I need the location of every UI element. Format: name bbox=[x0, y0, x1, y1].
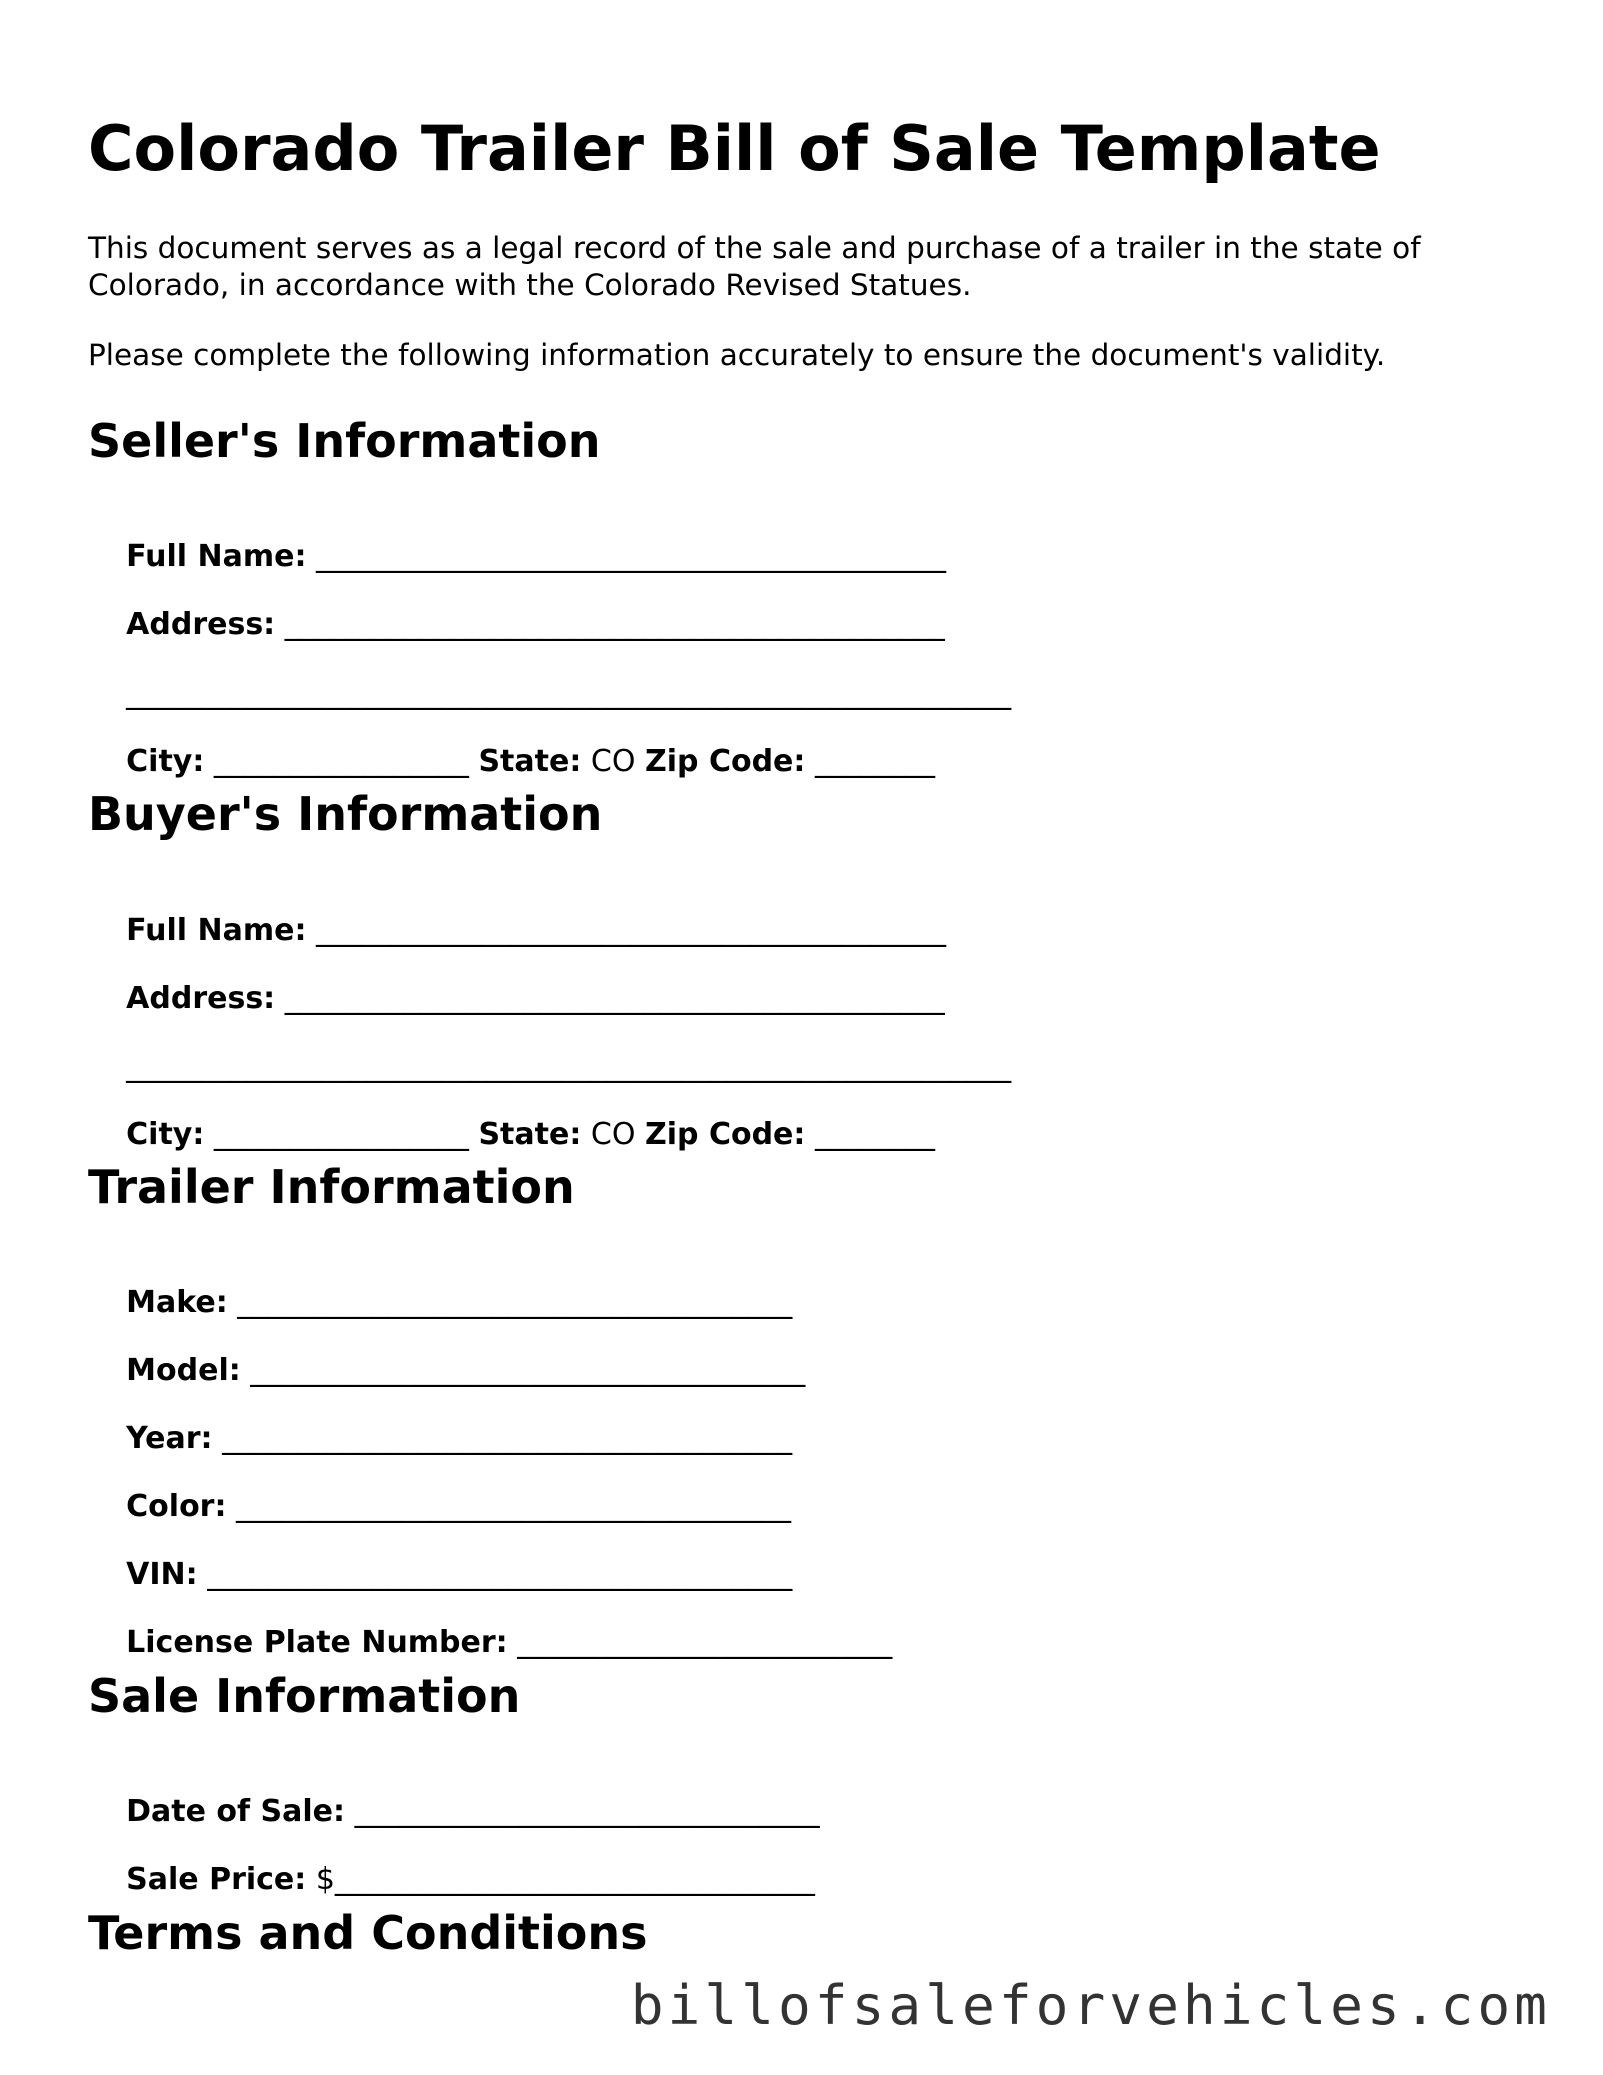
seller-city-blank[interactable]: _________________ bbox=[213, 744, 469, 779]
sale-heading: Sale Information bbox=[88, 1669, 521, 1723]
trailer-year-blank[interactable]: ______________________________________ bbox=[222, 1421, 793, 1456]
watermark-text: billofsaleforvehicles.com bbox=[630, 1973, 1551, 2037]
buyer-city-label: City: bbox=[126, 1117, 205, 1152]
sale-date-label: Date of Sale: bbox=[126, 1794, 346, 1829]
buyer-heading: Buyer's Information bbox=[88, 787, 603, 841]
sale-date-blank[interactable]: _______________________________ bbox=[354, 1794, 820, 1829]
trailer-model-label: Model: bbox=[126, 1353, 241, 1388]
intro-line-2: Colorado, in accordance with the Colorado Revised Statues. bbox=[88, 268, 972, 302]
buyer-state-value: CO bbox=[590, 1117, 636, 1152]
seller-heading: Seller's Information bbox=[88, 414, 601, 468]
seller-state-value: CO bbox=[590, 744, 636, 779]
buyer-address-line-2-blank[interactable]: ___________________________________________________________ bbox=[126, 1049, 1012, 1084]
seller-address-label: Address: bbox=[126, 607, 276, 642]
buyer-zip-label: Zip Code: bbox=[645, 1117, 806, 1152]
seller-zip-blank[interactable]: ________ bbox=[814, 744, 935, 779]
trailer-make-blank[interactable]: _____________________________________ bbox=[237, 1285, 793, 1320]
buyer-zip-blank[interactable]: ________ bbox=[814, 1117, 935, 1152]
sale-price-blank[interactable]: $________________________________ bbox=[315, 1862, 815, 1897]
seller-city-label: City: bbox=[126, 744, 205, 779]
buyer-state-label: State: bbox=[478, 1117, 582, 1152]
trailer-vin-blank[interactable]: _______________________________________ bbox=[207, 1557, 793, 1592]
buyer-full-name-blank[interactable]: __________________________________________ bbox=[316, 913, 947, 948]
trailer-model-blank[interactable]: _____________________________________ bbox=[250, 1353, 806, 1388]
trailer-make-label: Make: bbox=[126, 1285, 228, 1320]
seller-address-line-2-blank[interactable]: ___________________________________________________________ bbox=[126, 676, 1012, 711]
trailer-license-plate-blank[interactable]: _________________________ bbox=[517, 1625, 893, 1660]
trailer-color-blank[interactable]: _____________________________________ bbox=[236, 1489, 792, 1524]
intro-line-1: This document serves as a legal record of the sale and purchase of a trailer in the state of bbox=[88, 231, 1421, 265]
trailer-license-plate-label: License Plate Number: bbox=[126, 1625, 508, 1660]
sale-price-label: Sale Price: bbox=[126, 1862, 307, 1897]
trailer-vin-label: VIN: bbox=[126, 1557, 198, 1592]
seller-address-blank[interactable]: ____________________________________________ bbox=[284, 607, 945, 642]
buyer-full-name-label: Full Name: bbox=[126, 913, 307, 948]
instruction-text: Please complete the following information accurately to ensure the document's validity. bbox=[88, 338, 1386, 372]
trailer-color-label: Color: bbox=[126, 1489, 227, 1524]
buyer-address-label: Address: bbox=[126, 981, 276, 1016]
terms-heading: Terms and Conditions bbox=[88, 1906, 648, 1960]
buyer-address-blank[interactable]: ____________________________________________ bbox=[284, 981, 945, 1016]
seller-state-label: State: bbox=[478, 744, 582, 779]
seller-full-name-blank[interactable]: __________________________________________ bbox=[316, 539, 947, 574]
buyer-city-blank[interactable]: _________________ bbox=[213, 1117, 469, 1152]
trailer-year-label: Year: bbox=[126, 1421, 213, 1456]
trailer-heading: Trailer Information bbox=[88, 1160, 575, 1214]
document-title: Colorado Trailer Bill of Sale Template bbox=[88, 112, 1381, 185]
seller-zip-label: Zip Code: bbox=[645, 744, 806, 779]
seller-full-name-label: Full Name: bbox=[126, 539, 307, 574]
